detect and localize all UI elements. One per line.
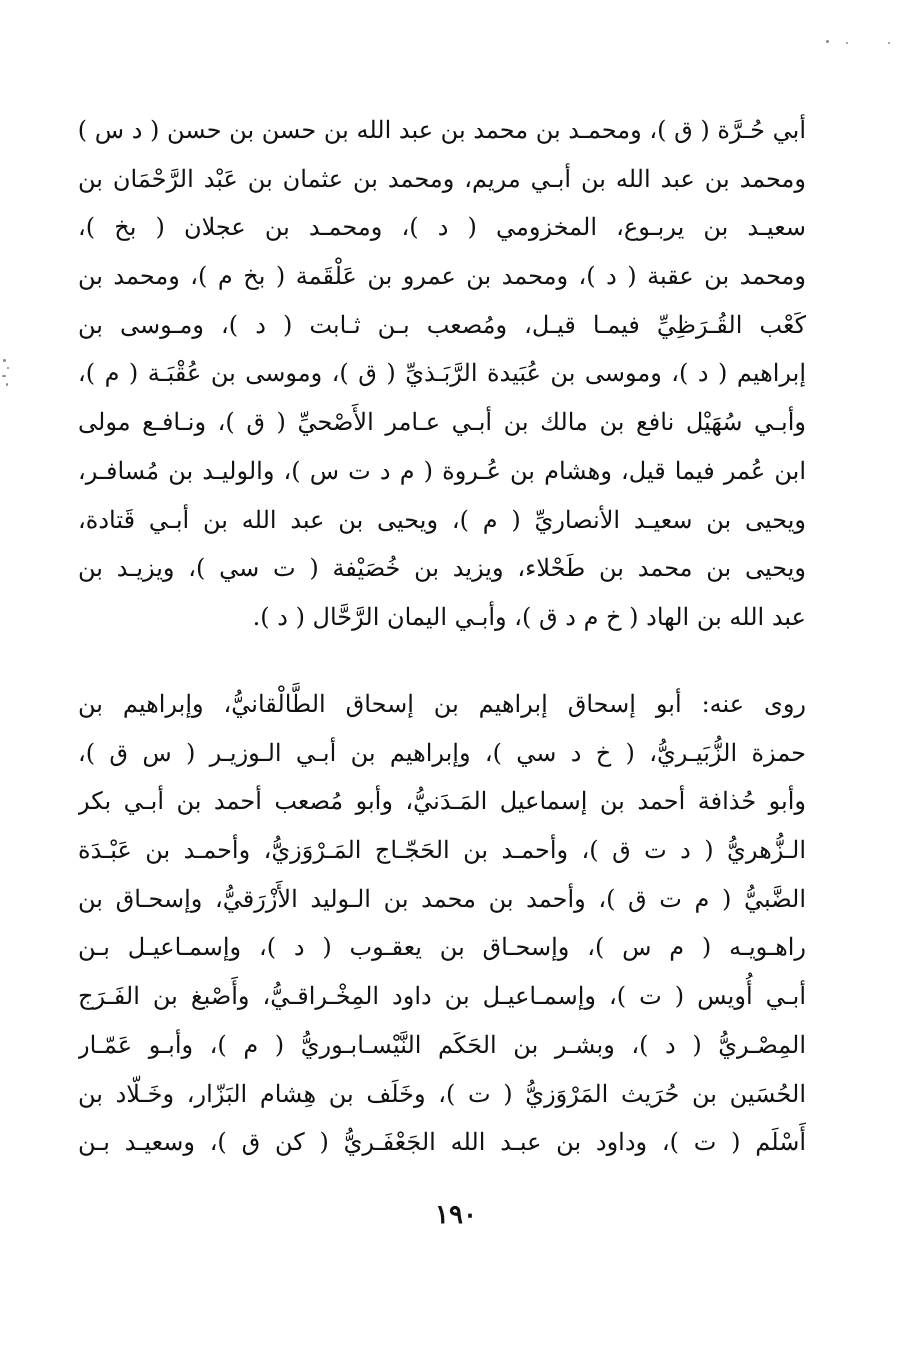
text-line: ابن عُمر فيما قيل، وهشام بن عُـروة ( م د ت س )، والوليـد بن مُسافـر، <box>78 456 806 485</box>
text-line: سعيـد بن يربـوع، المخزومي ( د )، ومحمـد بن عجلان ( بخ )، <box>78 213 806 242</box>
text-line: أبي حُـرَّة ( ق )، ومحمـد بن محمد بن عبد الله بن حسن بن حسن ( د س ) <box>78 116 806 144</box>
scan-speck <box>826 40 829 43</box>
text-line: ويحيى بن محمد بن طَحْلاء، ويزيد بن خُصَيْفة ( ت سي )، ويزيـد بن <box>78 554 806 583</box>
text-line: حمزة الزُّبَيـريُّ، ( خ د سي )، وإبراهيم بن أبـي الـوزيـر ( س ق )، <box>78 738 806 767</box>
text-line: روى عنه: أبو إسحاق إبراهيم بن إسحاق الطَّالْقانيُّ، وإبراهيم بن <box>78 690 806 718</box>
text-line: ومحمد بن عقبة ( د )، ومحمد بن عمرو بن عَلْقَمة ( بخ م )، ومحمد بن <box>78 262 806 291</box>
text-line: عبد الله بن الهاد ( خ م د ق )، وأبـي اليمان الرَّحَّال ( د ). <box>252 602 806 631</box>
page-number: ١٩٠ <box>435 1200 477 1230</box>
scan-speck <box>888 42 890 44</box>
text-line: المِصْـريُّ ( د )، وبشـر بن الحَكَم النَّيْسـابـوريُّ ( م )، وأبـو عَمّـار <box>78 1030 806 1059</box>
text-line: وأبـي سُهَيْل نافع بن مالك بن أبـي عـامر الأَصْحيِّ ( ق )، ونـافـع مولى <box>78 408 806 437</box>
text-line: أبـي أُويس ( ت )، وإسمـاعيـل بن داود المِخْـراقـيُّ، وأَصْبغ بن الفَـرَج <box>78 982 806 1011</box>
text-line: وأبو حُذافة أحمد بن إسماعيل المَـدَنيُّ، وأبو مُصعب أحمد بن أبـي بكر <box>78 787 806 816</box>
text-line: ومحمد بن عبد الله بن أبـي مريم، ومحمد بن عثمان بن عَبْد الرَّحْمَان بن <box>78 164 806 193</box>
text-line: الـزُّهريُّ ( د ت ق )، وأحمـد بن الحَجّـاج المَـرْوَزيُّ، وأحمـد بن عَبْـدَة <box>78 836 806 865</box>
text-line: الضَّبيُّ ( م ت ق )، وأحمد بن محمد بن الـوليد الأَزْرَقيُّ، وإسحـاق بن <box>78 884 806 913</box>
text-line: كَعْب القُـرَظِيِّ فيمـا قيـل، ومُصعب بـن ثـابت ( د )، ومـوسى بن <box>78 310 806 339</box>
text-line: إبراهيم ( د )، وموسى بن عُبَيدة الرَّبَـذيِّ ( ق )، وموسى بن عُقْبَـة ( م )، <box>78 359 806 388</box>
binding-mark <box>0 355 14 395</box>
text-line: ويحيى بن سعيـد الأنصاريِّ ( م )، ويحيى بن عبد الله بن أبـي قَتادة، <box>78 505 806 534</box>
paragraph-teachers <box>78 106 806 642</box>
paragraph-students <box>78 680 806 1167</box>
scan-speck <box>846 42 848 44</box>
text-line: الحُسَين بن حُرَيث المَرْوَزيُّ ( ت )، وخَلَف بن هِشام البَزّار، وخَـلّاد بن <box>78 1079 806 1108</box>
text-line: أَسْلَم ( ت )، وداود بن عبـد الله الجَعْفَـريُّ ( كن ق )، وسعيـد بـن <box>78 1128 806 1157</box>
text-line: راهـويـه ( م س )، وإسحـاق بن يعقـوب ( د )، وإسمـاعيـل بـن <box>78 933 806 962</box>
